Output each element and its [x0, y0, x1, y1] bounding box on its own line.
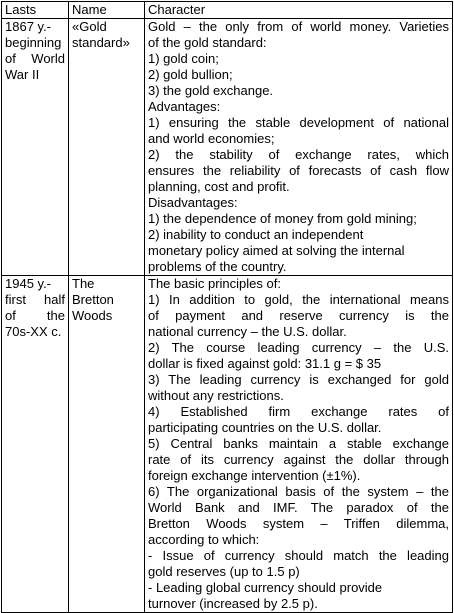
header-row — [2, 2, 453, 19]
character-line: turnover (increased by 2.5 p). — [148, 596, 318, 611]
name-line: «Gold — [72, 19, 107, 34]
header-name: Name — [69, 2, 145, 19]
character-line: 2) inability to conduct an independent — [148, 227, 364, 242]
table-row — [2, 276, 453, 613]
character-line: ensures the reliability of forecasts of cash flow — [148, 163, 449, 178]
lasts-line: 1945 y.- — [5, 276, 52, 291]
lasts-line: of World — [5, 51, 65, 66]
name-line: Bretton — [72, 292, 114, 307]
header-lasts: Lasts — [2, 2, 69, 19]
character-line: 6) The organizational basis of the system – the — [148, 484, 449, 499]
character-line: 5) Central banks maintain a stable exchange — [148, 436, 449, 451]
lasts-line: first half — [5, 292, 65, 307]
lasts-line: of the — [5, 308, 65, 323]
name-line: standard» — [72, 35, 130, 50]
character-line: gold reserves (up to 1.5 p) — [148, 564, 300, 579]
character-line: 2) The course leading currency – the U.S. — [148, 340, 449, 355]
cell-character — [145, 276, 453, 613]
cell-lasts — [2, 19, 69, 276]
character-line: - Leading global currency should provide — [148, 580, 383, 595]
character-line: 2) the stability of exchange rates, which — [148, 147, 449, 162]
cell-character — [145, 19, 453, 276]
character-line: dollar is fixed against gold: 31.1 g = $ 35 — [148, 356, 382, 371]
table-row — [2, 19, 453, 276]
character-line: of the gold standard: — [148, 35, 267, 50]
lasts-line: 70s-XX c. — [5, 324, 62, 339]
character-line: 1) gold coin; — [148, 51, 219, 66]
cell-name — [69, 276, 145, 613]
character-line: Gold – the only from of world money. Varieties — [148, 19, 449, 34]
character-line: participating countries on the U.S. dollar. — [148, 420, 382, 435]
character-line: national currency – the U.S. dollar. — [148, 324, 347, 339]
character-line: 2) gold bullion; — [148, 67, 233, 82]
character-line: rate of its currency against the dollar through — [148, 452, 449, 467]
character-line: Disadvantages: — [148, 195, 238, 210]
character-line: Advantages: — [148, 99, 221, 114]
header-character: Character — [145, 2, 453, 19]
gold-standard-table — [1, 1, 453, 613]
character-line: 3) The leading currency is exchanged for gold — [148, 372, 449, 387]
character-line: according to which: — [148, 532, 260, 547]
character-line: - Issue of currency should match the leading — [148, 548, 449, 563]
character-line: 4) Established firm exchange rates of — [148, 404, 449, 419]
character-line: planning, cost and profit. — [148, 179, 290, 194]
character-line: of payment and reserve currency is the — [148, 308, 449, 323]
character-line: 1) the dependence of money from gold mining; — [148, 211, 417, 226]
lasts-line: War II — [5, 67, 40, 82]
name-line: The — [72, 276, 95, 291]
character-line: The basic principles of: — [148, 276, 281, 291]
character-line: without any restrictions. — [148, 388, 284, 403]
cell-name — [69, 19, 145, 276]
character-line: 1) In addition to gold, the international means — [148, 292, 449, 307]
name-line: Woods — [72, 308, 113, 323]
character-line: 1) ensuring the stable development of national — [148, 115, 449, 130]
character-line: 3) the gold exchange. — [148, 83, 274, 98]
character-line: and world economies; — [148, 131, 275, 146]
lasts-line: beginning — [5, 35, 62, 50]
character-line: foreign exchange intervention (±1%). — [148, 468, 361, 483]
character-line: World Bank and IMF. The paradox of the — [148, 500, 449, 515]
lasts-line: 1867 y.- — [5, 19, 52, 34]
character-line: monetary policy aimed at solving the internal — [148, 243, 405, 258]
character-line: problems of the country. — [148, 259, 287, 274]
character-line: Bretton Woods system – Triffen dilemma, — [148, 516, 449, 531]
cell-lasts — [2, 276, 69, 613]
